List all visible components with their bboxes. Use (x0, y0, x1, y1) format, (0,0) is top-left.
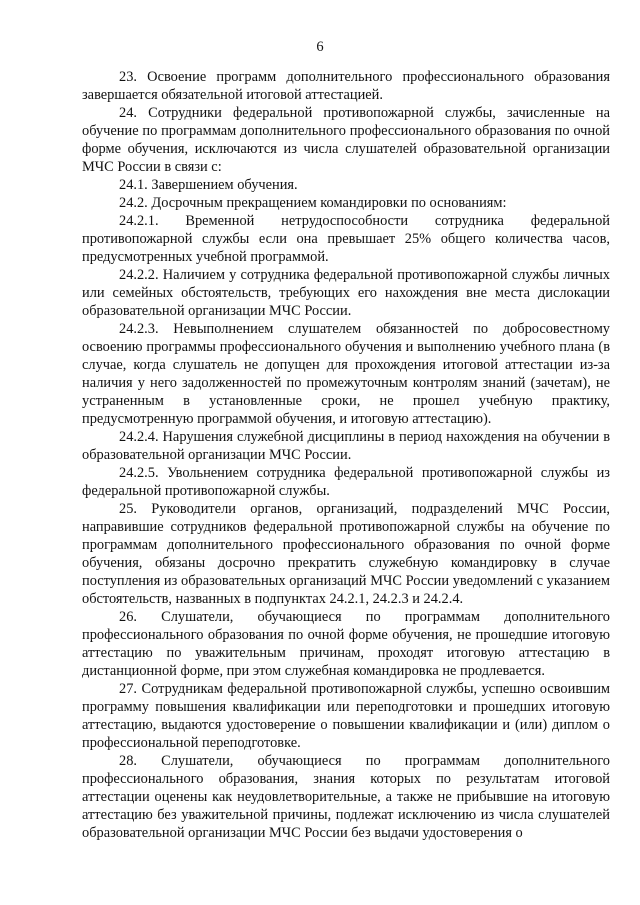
paragraph-25: 25. Руководители органов, организаций, подразделений МЧС России, направившие сотрудников федеральной противопожарной службы на обучение по программам дополнительного профессионального образования по очной форме обучения, обязаны досрочно прекратить служебную командировку в случае поступления из образовательных организаций МЧС России уведомлений с указанием обстоятельств, названных в подпунктах 24.2.1, 24.2.3 и 24.2.4. (82, 501, 610, 607)
paragraph-24-2-1: 24.2.1. Временной нетрудоспособности сотрудника федеральной противопожарной службы если она превышает 25% общего количества часов, предусмотренных учебной программой. (82, 213, 610, 265)
paragraph-24-2-3: 24.2.3. Невыполнением слушателем обязанностей по добросовестному освоению программы профессионального обучения и выполнению учебного плана (в случае, когда слушатель не допущен для прохождения итоговой аттестации из-за наличия у него задолженностей по промежуточным контролям знаний (зачетам), не устраненным в установленные сроки, не прошел учебную практику, предусмотренную программой обучения, и итоговую аттестацию). (82, 321, 610, 427)
paragraph-23: 23. Освоение программ дополнительного профессионального образования завершается обязательной итоговой аттестацией. (82, 69, 610, 103)
document-body (82, 68, 610, 842)
paragraph-24-2-4: 24.2.4. Нарушения служебной дисциплины в период нахождения на обучении в образовательной организации МЧС России. (82, 429, 610, 463)
paragraph-28: 28. Слушатели, обучающиеся по программам дополнительного профессионального образования, знания которых по результатам итоговой аттестации оценены как неудовлетворительные, а также не прибывшие на итоговую аттестацию без уважительной причины, подлежат исключению из числа слушателей образовательной организации МЧС России без выдачи удостоверения о (82, 753, 610, 841)
page-number: 6 (316, 39, 324, 55)
paragraph-24-2-2: 24.2.2. Наличием у сотрудника федеральной противопожарной службы личных или семейных обстоятельств, требующих его нахождения вне места дислокации образовательной организации МЧС России. (82, 267, 610, 319)
paragraph-26: 26. Слушатели, обучающиеся по программам дополнительного профессионального образования по очной форме обучения, не прошедшие итоговую аттестацию по уважительным причинам, проходят итоговую аттестацию в дистанционной форме, при этом служебная командировка не продлевается. (82, 609, 610, 679)
paragraph-27: 27. Сотрудникам федеральной противопожарной службы, успешно освоившим программу повышения квалификации или переподготовки и прошедших итоговую аттестацию, выдаются удостоверение о повышении квалификации и (или) диплом о профессиональной переподготовке. (82, 681, 610, 751)
paragraph-24: 24. Сотрудники федеральной противопожарной службы, зачисленные на обучение по программам дополнительного профессионального образования по очной форме обучения, исключаются из числа слушателей образовательной организации МЧС России в связи с: (82, 105, 610, 175)
paragraph-24-2-5: 24.2.5. Увольнением сотрудника федеральной противопожарной службы из федеральной противопожарной службы. (82, 465, 610, 499)
paragraph-24-1: 24.1. Завершением обучения. (119, 177, 298, 193)
paragraph-24-2: 24.2. Досрочным прекращением командировки по основаниям: (119, 195, 507, 211)
